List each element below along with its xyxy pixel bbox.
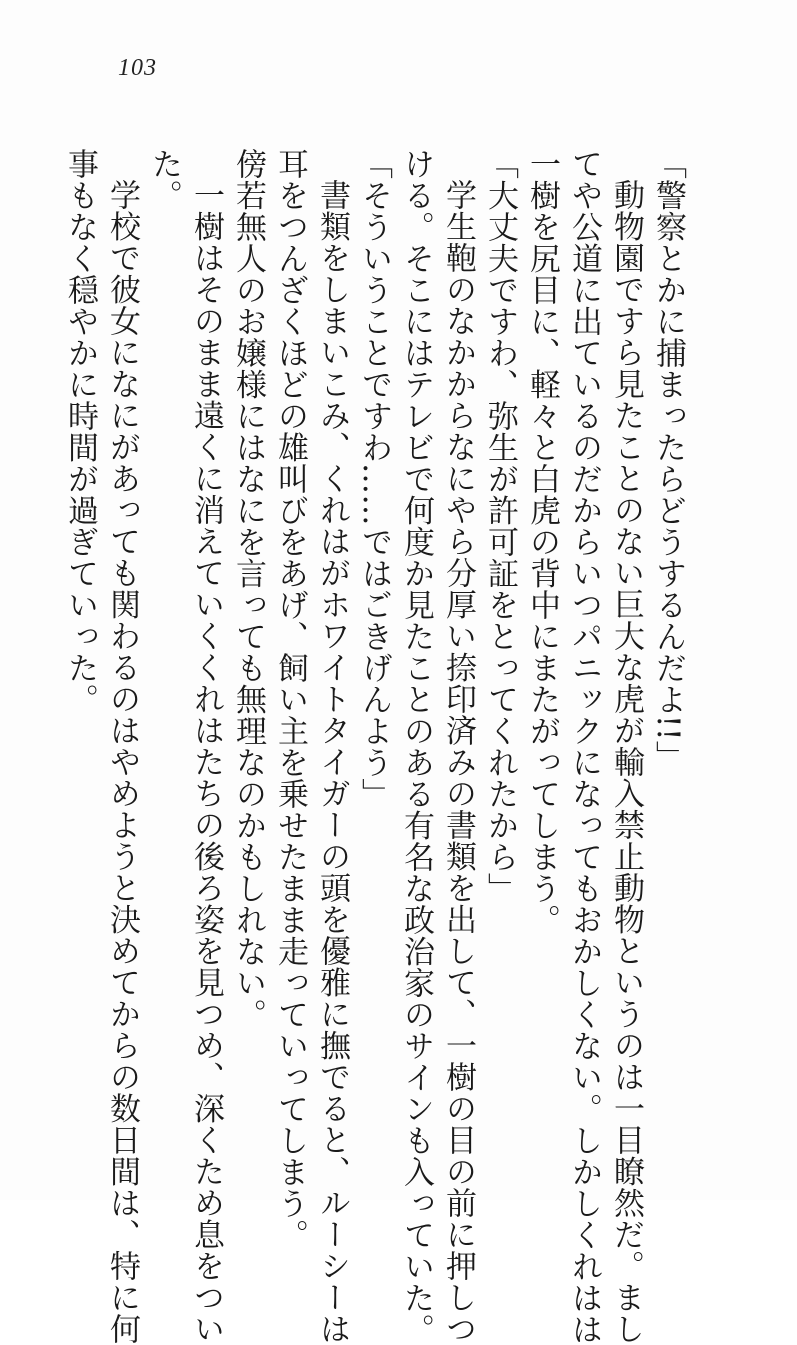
text-line-12: 一樹はそのまま遠くに消えていくくれはたちの後ろ姿を見つめ、深くため息をつい [188, 179, 224, 1345]
text-line-7: ける。そこにはテレビで何度か見たことのある有名な政治家のサインも入っていた。 [398, 148, 434, 1345]
text-line-10: 耳をつんざくほどの雄叫びをあげ、飼い主を乗せたまま走っていってしまう。 [272, 148, 308, 1251]
page-number: 103 [118, 55, 157, 81]
text-line-8: 「そういうことですわ……ではごきげんよう」 [356, 148, 392, 810]
text-line-3: てや公道に出ているのだからいつパニックになってもおかしくない。しかしくれはは [566, 148, 602, 1345]
text-line-15: 事もなく穏やかに時間が過ぎていった。 [62, 148, 98, 715]
text-line-5: 「大丈夫ですわ、弥生が許可証をとってくれたから」 [482, 148, 518, 904]
text-line-2: 動物園ですら見たことのない巨大な虎が輸入禁止動物というのは一目瞭然だ。まし [608, 179, 644, 1345]
vertical-text-block [62, 148, 689, 1345]
text-line-11: 傍若無人のお嬢様にはなにを言っても無理なのかもしれない。 [230, 148, 266, 1030]
text-line-4: 一樹を尻目に、軽々と白虎の背中にまたがってしまう。 [524, 148, 560, 936]
text-line-6: 学生鞄のなかからなにやら分厚い捺印済みの書類を出して、一樹の目の前に押しつ [440, 179, 476, 1345]
text-line-14: 学校で彼女になにがあっても関わるのはやめようと決めてからの数日間は、特に何 [104, 179, 140, 1345]
text-line-9: 書類をしまいこみ、くれはがホワイトタイガーの頭を優雅に撫でると、ルーシーは [314, 179, 350, 1345]
text-line-13: た。 [146, 148, 182, 211]
text-line-1: 「警察とかに捕まったらどうするんだよ!!」 [650, 148, 686, 773]
